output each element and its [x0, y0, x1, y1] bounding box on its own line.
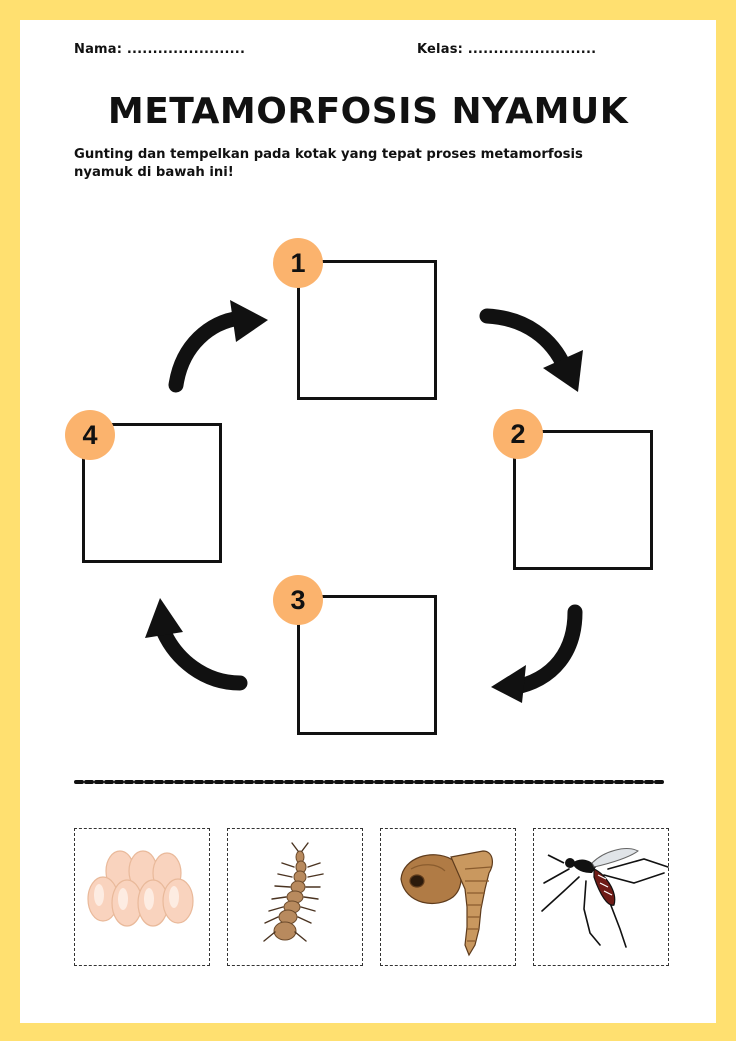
step-badge-1: 1 [273, 238, 323, 288]
mosquito-picture [534, 829, 670, 967]
cut-card-larva[interactable] [227, 828, 363, 966]
larva-picture [228, 829, 364, 967]
arrow-4-to-1 [176, 318, 240, 385]
class-field-label: Kelas: ......................... [417, 42, 597, 57]
arrowhead-2-to-3 [491, 665, 526, 703]
step-badge-2: 2 [493, 409, 543, 459]
arrowhead-4-to-1 [230, 300, 268, 342]
eggs-picture [75, 829, 211, 967]
name-field-label: Nama: ....................... [74, 42, 246, 57]
stage-box-1 [297, 260, 437, 400]
cut-card-pupa[interactable] [380, 828, 516, 966]
arrowhead-3-to-4 [145, 598, 183, 638]
pupa-picture [381, 829, 517, 967]
arrow-1-to-2 [487, 316, 565, 368]
cut-card-eggs[interactable] [74, 828, 210, 966]
cut-card-mosquito[interactable] [533, 828, 669, 966]
arrow-3-to-4 [162, 628, 240, 683]
page-title: METAMORFOSIS NYAMUK [107, 91, 629, 132]
step-badge-3: 3 [273, 575, 323, 625]
step-badge-4: 4 [65, 410, 115, 460]
stage-box-3 [297, 595, 437, 735]
instruction-text: Gunting dan tempelkan pada kotak yang tepat proses metamorfosis nyamuk di bawah ini! [74, 147, 583, 180]
